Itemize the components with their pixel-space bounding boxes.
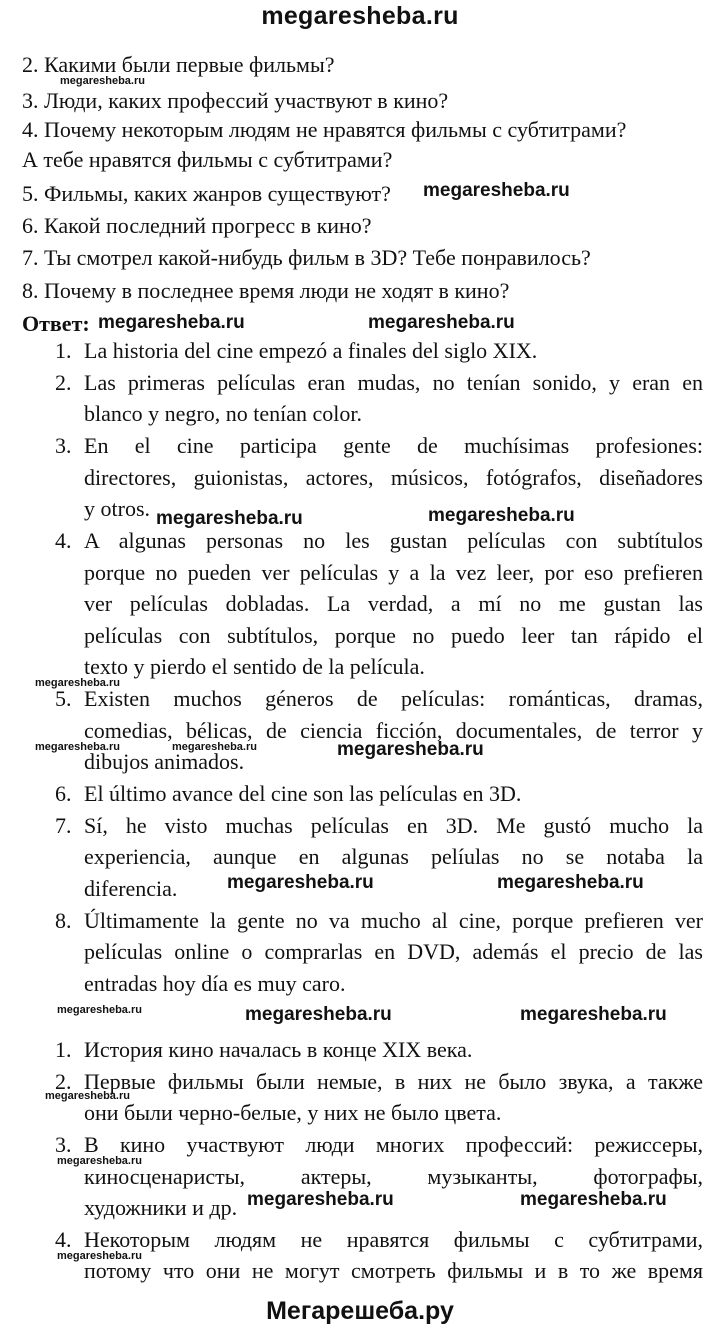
- answer-line: Первые фильмы были немые, в них не было звука, а также: [84, 1069, 703, 1094]
- answer-number: 4.: [55, 1227, 72, 1252]
- answer-line: Existen muchos géneros de películas: románticas, dramas,: [84, 686, 703, 711]
- site-header: megaresheba.ru: [261, 2, 459, 30]
- watermark: megaresheba.ru: [35, 741, 120, 753]
- answer-line: diferencia.: [84, 876, 178, 901]
- answer-line: потому что они не могут смотреть фильмы и в то же время: [84, 1258, 703, 1283]
- answer-line: Últimamente la gente no va mucho al cine, porque prefieren ver: [84, 908, 703, 933]
- answer-line: Sí, he visto muchas películas en 3D. Me gustó mucho la: [84, 813, 703, 838]
- answer-number: 2.: [55, 370, 72, 395]
- question-6: 6. Какой последний прогресс в кино?: [22, 213, 372, 238]
- watermark: megaresheba.ru: [227, 872, 374, 893]
- watermark: megaresheba.ru: [497, 872, 644, 893]
- answer-line: experiencia, aunque en algunas pelíulas no se notaba la: [84, 844, 703, 869]
- answer-line: Некоторым людям не нравятся фильмы с субтитрами,: [84, 1227, 703, 1252]
- answer-number: 8.: [55, 908, 72, 933]
- watermark: megaresheba.ru: [428, 505, 575, 526]
- answer-line: El último avance del cine son las películas en 3D.: [84, 781, 522, 806]
- answer-line: киносценаристы, актеры, музыканты, фотографы,: [84, 1164, 703, 1189]
- answer-number: 3.: [55, 1132, 72, 1157]
- watermark: megaresheba.ru: [520, 1189, 667, 1210]
- question-4-continued: А тебе нравятся фильмы с субтитрами?: [22, 147, 393, 172]
- question-8: 8. Почему в последнее время люди не ходят в кино?: [22, 278, 510, 303]
- answer-line: La historia del cine empezó a finales del siglo XIX.: [84, 338, 538, 363]
- watermark: megaresheba.ru: [57, 1250, 142, 1262]
- answer-line: porque no pueden ver películas y a la vez leer, por eso prefieren: [84, 560, 703, 585]
- watermark: megaresheba.ru: [156, 508, 303, 529]
- answer-line: películas con subtítulos, porque no puedo leer tan rápido el: [84, 623, 703, 648]
- answer-line: История кино началась в конце XIX века.: [84, 1037, 473, 1062]
- watermark: megaresheba.ru: [60, 75, 145, 87]
- answer-line: directores, guionistas, actores, músicos, fotógrafos, diseñadores: [84, 465, 703, 490]
- watermark: megaresheba.ru: [57, 1004, 142, 1016]
- watermark: megaresheba.ru: [35, 677, 120, 689]
- answer-number: 7.: [55, 813, 72, 838]
- answer-number: 6.: [55, 781, 72, 806]
- question-4: 4. Почему некоторым людям не нравятся фильмы с субтитрами?: [22, 117, 627, 142]
- watermark: megaresheba.ru: [98, 312, 245, 333]
- watermark: megaresheba.ru: [57, 1155, 142, 1167]
- answer-line: texto y pierdo el sentido de la película.: [84, 654, 425, 679]
- answer-line: В кино участвуют люди многих профессий: режиссеры,: [84, 1132, 703, 1157]
- watermark: megaresheba.ru: [247, 1189, 394, 1210]
- watermark: megaresheba.ru: [520, 1004, 667, 1025]
- site-footer: Мегарешеба.ру: [266, 1297, 454, 1325]
- answer-line: películas online o comprarlas en DVD, además el precio de las: [84, 939, 703, 964]
- answer-line: они были черно-белые, у них не было цвета.: [84, 1100, 502, 1125]
- answer-number: 5.: [55, 686, 72, 711]
- answer-line: ver películas dobladas. La verdad, a mí no me gustan las: [84, 591, 703, 616]
- watermark: megaresheba.ru: [245, 1004, 392, 1025]
- answer-line: y otros.: [84, 496, 150, 521]
- watermark: megaresheba.ru: [337, 739, 484, 760]
- answer-number: 1.: [55, 338, 72, 363]
- answer-number: 1.: [55, 1037, 72, 1062]
- answer-line: A algunas personas no les gustan películas con subtítulos: [84, 528, 703, 553]
- answer-line: blanco y negro, no tenían color.: [84, 401, 362, 426]
- answer-line: dibujos animados.: [84, 749, 245, 774]
- answer-line: entradas hoy día es muy caro.: [84, 971, 346, 996]
- answer-label: Ответ:: [22, 311, 90, 336]
- watermark: megaresheba.ru: [45, 1090, 130, 1102]
- question-5: 5. Фильмы, каких жанров существуют?: [22, 181, 391, 206]
- question-2: 2. Какими были первые фильмы?: [22, 52, 335, 77]
- watermark: megaresheba.ru: [368, 312, 515, 333]
- question-3: 3. Люди, каких профессий участвуют в кино?: [22, 88, 449, 113]
- answer-number: 4.: [55, 528, 72, 553]
- answer-line: En el cine participa gente de muchísimas profesiones:: [84, 433, 703, 458]
- answer-line: художники и др.: [84, 1195, 238, 1220]
- answer-number: 2.: [55, 1069, 72, 1094]
- question-7: 7. Ты смотрел какой-нибудь фильм в 3D? Тебе понравилось?: [22, 245, 591, 270]
- watermark: megaresheba.ru: [423, 180, 570, 201]
- answer-number: 3.: [55, 433, 72, 458]
- answer-line: Las primeras películas eran mudas, no tenían sonido, y eran en: [84, 370, 703, 395]
- watermark: megaresheba.ru: [172, 741, 257, 753]
- answer-line: comedias, bélicas, de ciencia ficción, documentales, de terror y: [84, 718, 703, 743]
